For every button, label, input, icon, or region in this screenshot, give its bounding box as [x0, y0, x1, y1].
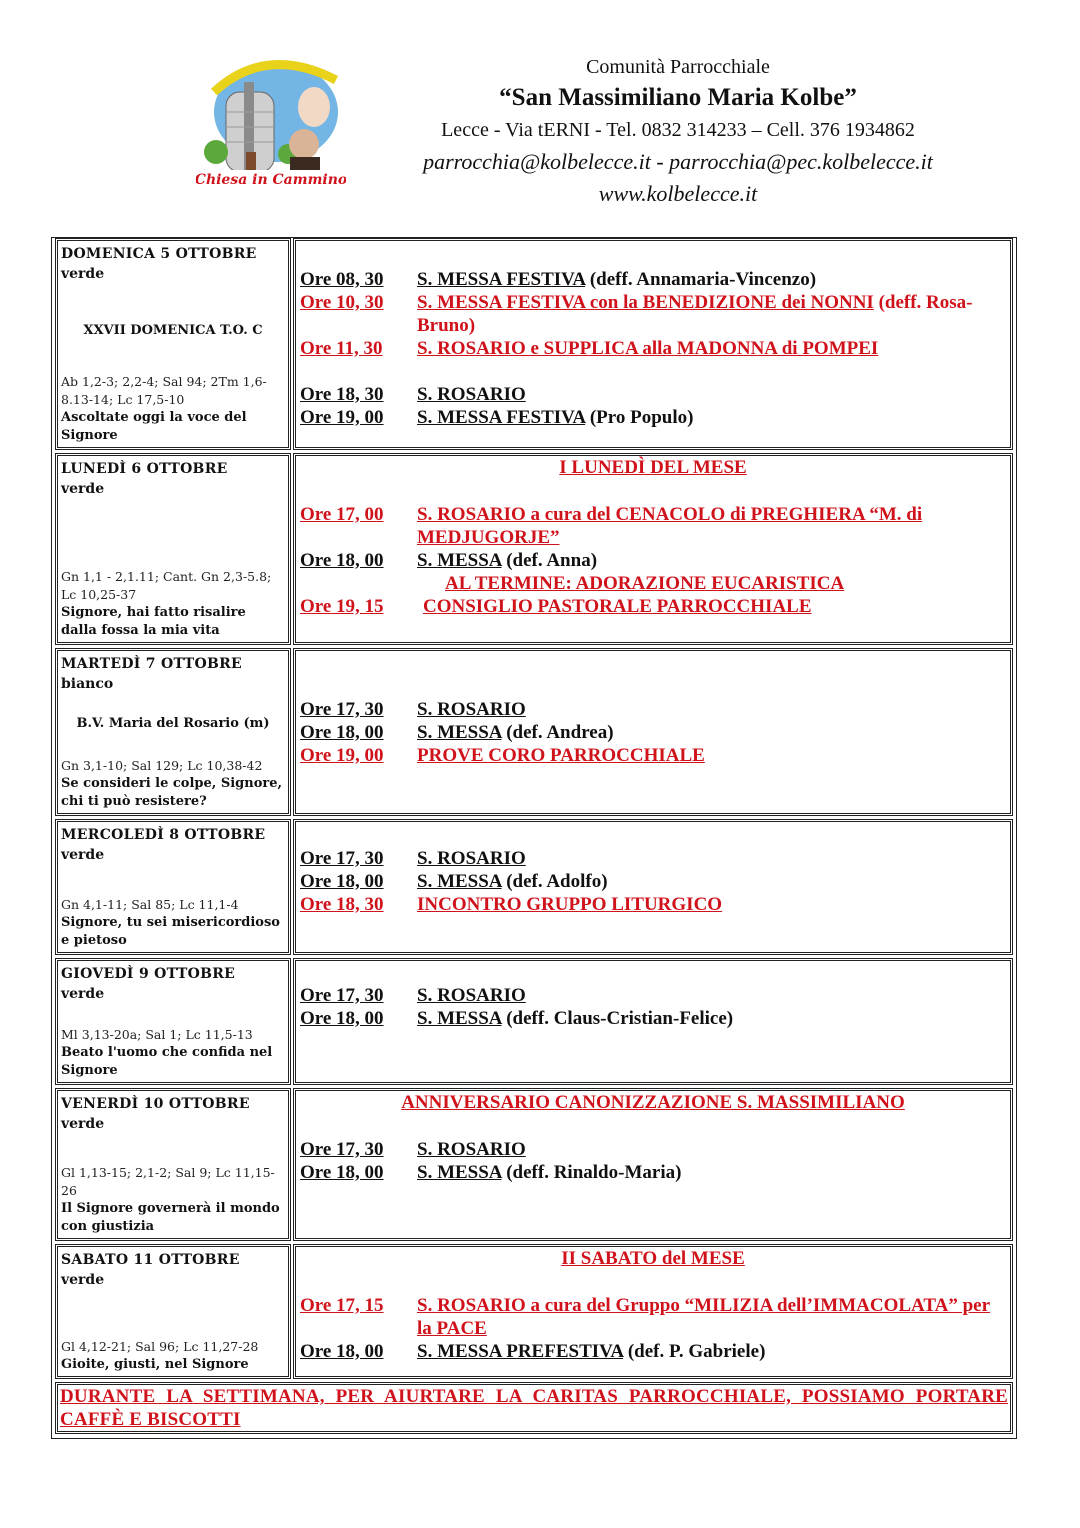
- event-title: CONSIGLIO PASTORALE PARROCCHIALE: [423, 596, 812, 617]
- address-phone: Lecce - Via tERNI - Tel. 0832 314233 – Cell. 376 1934862: [441, 119, 915, 141]
- event-note: (def. Anna): [501, 550, 598, 571]
- parish-info: [370, 52, 986, 210]
- day-info-cell: [55, 1244, 291, 1379]
- event-title: S. MESSA FESTIVA: [417, 407, 586, 428]
- day-info-cell: [55, 1088, 291, 1241]
- caritas-notice: DURANTE LA SETTIMANA, PER AIURTARE LA CARITAS PARROCCHIALE, POSSIAMO PORTARE CAFFÈ E BISCOTTI: [55, 1382, 1013, 1434]
- liturgical-color: verde: [61, 1272, 105, 1288]
- event-title: S. MESSA PREFESTIVA: [417, 1341, 624, 1362]
- event-time: Ore 19, 15: [300, 596, 384, 617]
- event-note: (deff. Claus-Cristian-Felice): [501, 1008, 734, 1029]
- parish-name: “San Massimiliano Maria Kolbe”: [499, 84, 857, 111]
- event-time: Ore 17, 30: [300, 699, 384, 720]
- event-time: Ore 18, 30: [300, 384, 384, 405]
- event-title: S. MESSA: [417, 871, 502, 892]
- liturgical-color: verde: [61, 986, 105, 1002]
- event-title: S. ROSARIO: [417, 848, 526, 869]
- psalm-response: Beato l'uomo che confida nel Signore: [61, 1045, 273, 1078]
- event-time: Ore 17, 30: [300, 985, 384, 1006]
- readings: Gn 3,1-10; Sal 129; Lc 10,38-42: [61, 758, 263, 773]
- event-time: Ore 19, 00: [300, 407, 384, 428]
- events-cell: [293, 453, 1013, 645]
- day-label: DOMENICA 5 OTTOBRE: [61, 246, 257, 262]
- weekly-schedule-table: [51, 237, 1017, 1439]
- liturgical-color: verde: [61, 481, 105, 497]
- event-time: Ore 17, 30: [300, 848, 384, 869]
- liturgical-color: bianco: [61, 676, 114, 692]
- day-info-cell: [55, 238, 291, 450]
- letterhead: [0, 0, 1080, 230]
- event-title: S. ROSARIO: [417, 985, 526, 1006]
- parish-logo: [196, 52, 346, 192]
- day-info-cell: [55, 648, 291, 816]
- event-note: (Pro Populo): [585, 407, 694, 428]
- parish-logo-image: [196, 52, 346, 192]
- event-time: Ore 19, 00: [300, 745, 384, 766]
- event-time: Ore 10, 30: [300, 292, 384, 313]
- event-time: Ore 18, 00: [300, 871, 384, 892]
- day-info-cell: [55, 819, 291, 955]
- event-note: (def. Adolfo): [501, 871, 608, 892]
- event-time: Ore 18, 00: [300, 1008, 384, 1029]
- event-note: (deff. Annamaria-Vincenzo): [585, 269, 817, 290]
- events-cell: [293, 238, 1013, 450]
- event-note: (deff. Rinaldo-Maria): [501, 1162, 682, 1183]
- event-title: S. MESSA: [417, 1162, 502, 1183]
- psalm-response: Gioite, giusti, nel Signore: [61, 1357, 249, 1372]
- special-day-title: I LUNEDÌ DEL MESE: [559, 457, 747, 478]
- readings: Ab 1,2-3; 2,2-4; Sal 94; 2Tm 1,6-8.13-14; Lc 17,5-10: [61, 374, 267, 407]
- day-info-cell: [55, 958, 291, 1085]
- day-row-giovedi: [55, 958, 1013, 1085]
- event-title: S. MESSA FESTIVA con la BENEDIZIONE dei NONNI: [417, 292, 874, 313]
- readings: Gn 4,1-11; Sal 85; Lc 11,1-4: [61, 897, 239, 912]
- event-title: S. MESSA: [417, 1008, 502, 1029]
- logo-caption: Chiesa in Cammino: [196, 172, 346, 188]
- event-time: Ore 18, 30: [300, 894, 384, 915]
- day-row-sabato: [55, 1244, 1013, 1379]
- event-time: Ore 11, 30: [300, 338, 383, 359]
- events-cell: [293, 958, 1013, 1085]
- day-row-domenica: [55, 238, 1013, 450]
- event-title: AL TERMINE: ADORAZIONE EUCARISTICA: [445, 573, 845, 594]
- day-label: SABATO 11 OTTOBRE: [61, 1252, 240, 1268]
- events-cell: [293, 1244, 1013, 1379]
- feast-label: XXVII DOMENICA T.O. C: [83, 323, 263, 338]
- event-title: S. MESSA: [417, 722, 502, 743]
- website-link[interactable]: www.kolbelecce.it: [598, 181, 758, 206]
- day-label: GIOVEDÌ 9 OTTOBRE: [61, 966, 236, 982]
- event-time: Ore 18, 00: [300, 1162, 384, 1183]
- community-label: Comunità Parrocchiale: [586, 56, 770, 78]
- event-title: S. MESSA: [417, 550, 502, 571]
- day-label: VENERDÌ 10 OTTOBRE: [61, 1096, 250, 1112]
- event-note: (def. P. Gabriele): [623, 1341, 766, 1362]
- event-time: Ore 18, 00: [300, 722, 384, 743]
- events-cell: [293, 648, 1013, 816]
- event-time: Ore 08, 30: [300, 269, 384, 290]
- event-title: PROVE CORO PARROCCHIALE: [417, 745, 705, 766]
- psalm-response: Signore, hai fatto risalire dalla fossa la mia vita: [61, 605, 246, 638]
- event-note: (deff. Rosa-Bruno): [417, 292, 973, 336]
- liturgical-color: verde: [61, 266, 105, 282]
- day-row-martedi: [55, 648, 1013, 816]
- liturgical-color: verde: [61, 847, 105, 863]
- psalm-response: Se consideri le colpe, Signore, chi ti può resistere?: [61, 776, 283, 809]
- event-time: Ore 18, 00: [300, 550, 384, 571]
- event-note: (def. Andrea): [501, 722, 614, 743]
- day-label: LUNEDÌ 6 OTTOBRE: [61, 461, 228, 477]
- special-day-title: II SABATO del MESE: [561, 1248, 745, 1269]
- readings: Gn 1,1 - 2,1.11; Cant. Gn 2,3-5.8; Lc 10,25-37: [61, 569, 272, 602]
- events-cell: [293, 819, 1013, 955]
- special-day-title: ANNIVERSARIO CANONIZZAZIONE S. MASSIMILIANO: [401, 1092, 905, 1113]
- feast-label: B.V. Maria del Rosario (m): [76, 716, 270, 731]
- day-label: MARTEDÌ 7 OTTOBRE: [61, 656, 242, 672]
- day-info-cell: [55, 453, 291, 645]
- day-row-mercoledi: [55, 819, 1013, 955]
- event-title: S. ROSARIO a cura del Gruppo “MILIZIA dell’IMMACOLATA” per la PACE: [417, 1295, 991, 1339]
- event-title: S. ROSARIO: [417, 1139, 526, 1160]
- day-row-lunedi: [55, 453, 1013, 645]
- day-row-venerdi: [55, 1088, 1013, 1241]
- events-cell: [293, 1088, 1013, 1241]
- readings: Gl 4,12-21; Sal 96; Lc 11,27-28: [61, 1339, 259, 1354]
- event-title: S. ROSARIO: [417, 384, 526, 405]
- liturgical-color: verde: [61, 1116, 105, 1132]
- event-time: Ore 17, 00: [300, 504, 384, 525]
- psalm-response: Il Signore governerà il mondo con giustizia: [61, 1201, 280, 1234]
- event-title: S. MESSA FESTIVA: [417, 269, 586, 290]
- event-title: INCONTRO GRUPPO LITURGICO: [417, 894, 723, 915]
- readings: Gl 1,13-15; 2,1-2; Sal 9; Lc 11,15-26: [61, 1165, 275, 1198]
- event-time: Ore 17, 15: [300, 1295, 384, 1316]
- psalm-response: Ascoltate oggi la voce del Signore: [61, 410, 247, 443]
- email-addresses[interactable]: parrocchia@kolbelecce.it - parrocchia@pec.kolbelecce.it: [423, 149, 933, 174]
- event-time: Ore 18, 00: [300, 1341, 384, 1362]
- event-title: S. ROSARIO: [417, 699, 526, 720]
- event-title: S. ROSARIO a cura del CENACOLO di PREGHIERA “M. di MEDJUGORJE”: [417, 504, 923, 548]
- event-title: S. ROSARIO e SUPPLICA alla MADONNA di POMPEI: [417, 338, 879, 359]
- event-time: Ore 17, 30: [300, 1139, 384, 1160]
- readings: Ml 3,13-20a; Sal 1; Lc 11,5-13: [61, 1027, 253, 1042]
- psalm-response: Signore, tu sei misericordioso e pietoso: [61, 915, 280, 948]
- day-label: MERCOLEDÌ 8 OTTOBRE: [61, 827, 266, 843]
